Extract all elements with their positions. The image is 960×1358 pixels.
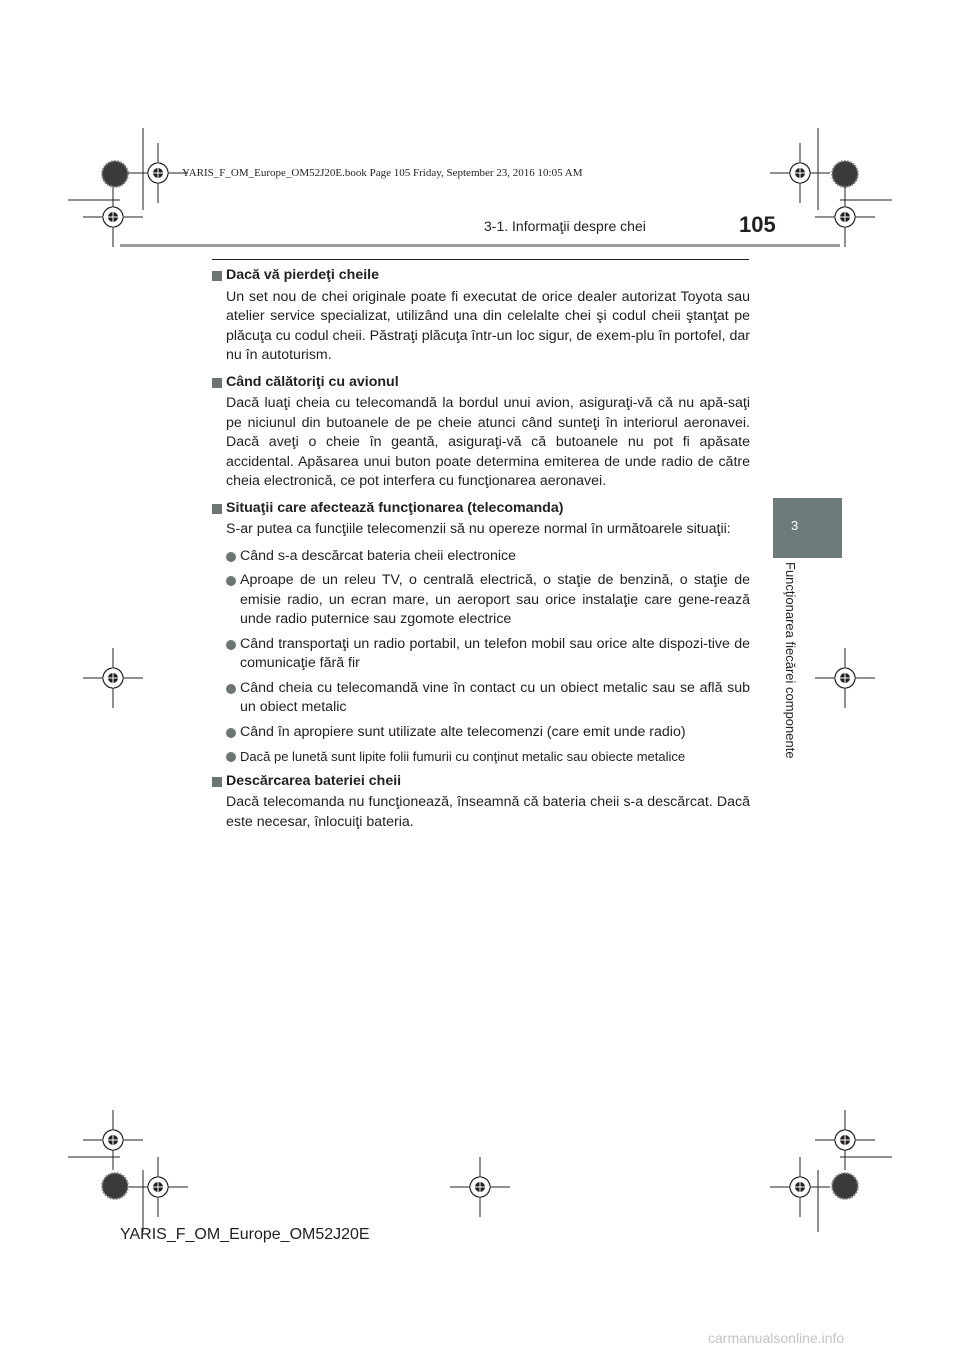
section-heading: Descărcarea bateriei cheii bbox=[210, 772, 750, 792]
page-number: 105 bbox=[739, 212, 776, 237]
list-item: Când s-a descărcat bateria cheii electronice bbox=[226, 547, 750, 567]
section-paragraph: S-ar putea ca funcţiile telecomenzii să nu opereze normal în următoarele situaţii: bbox=[226, 521, 731, 537]
page-content bbox=[210, 266, 750, 839]
list-item: Aproape de un releu TV, o centrală electrică, o staţie de benzină, o staţie de emisie radio, un ecran mare, un aeroport sau orice instalaţie care gene-rează unde radio puternice sau zgomote electrice bbox=[226, 571, 750, 630]
chapter-tab[interactable] bbox=[773, 498, 842, 558]
section-heading: Situaţii care afectează funcţionarea (telecomanda) bbox=[210, 499, 750, 519]
section-battery-depletion bbox=[210, 772, 750, 833]
footer-doc-code: YARIS_F_OM_Europe_OM52J20E bbox=[120, 1226, 370, 1243]
section-paragraph: Un set nou de chei originale poate fi executat de orice dealer autorizat Toyota sau atelier service specializat, utilizând una din celelalte chei şi codul cheii ştanţat pe plăcuţa cu codul cheii. Păstraţi plăcuţa într-un loc sigur, de exem-plu în portofel, dar nu în autoturism. bbox=[226, 288, 750, 363]
content-rule bbox=[212, 259, 749, 260]
section-lost-keys bbox=[210, 266, 750, 366]
section-heading: Când călătoriţi cu avionul bbox=[210, 373, 750, 393]
list-item: Când cheia cu telecomandă vine în contact cu un obiect metalic sau se află sub un obiect metalic bbox=[226, 679, 750, 718]
list-item: Dacă pe lunetă sunt lipite folii fumurii cu conţinut metalic sau obiecte metalice bbox=[226, 747, 750, 767]
watermark: carmanualsonline.info bbox=[708, 1330, 845, 1346]
header-rule bbox=[120, 244, 840, 247]
section-remote-conditions bbox=[210, 499, 750, 767]
section-paragraph: Dacă telecomanda nu funcţionează, înseamnă că bateria cheii s-a descărcat. Dacă este necesar, înlocuiţi bateria. bbox=[226, 794, 750, 830]
section-heading: Dacă vă pierdeţi cheile bbox=[210, 266, 750, 286]
section-header: 3-1. Informaţii despre chei bbox=[484, 218, 646, 234]
book-info-line: YARIS_F_OM_Europe_OM52J20E.book Page 105 Friday, September 23, 2016 10:05 AM bbox=[182, 167, 583, 179]
list-item: Când transportaţi un radio portabil, un telefon mobil sau orice alte dispozi-tive de comunicaţie fără fir bbox=[226, 635, 750, 674]
chapter-title: Funcţionarea fiecărei componente bbox=[783, 562, 798, 759]
chapter-number: 3 bbox=[791, 518, 799, 533]
section-paragraph: Dacă luaţi cheia cu telecomandă la bordul unui avion, asiguraţi-vă că nu apă-saţi pe niciunul din butoanele de pe cheie atunci când sunteţi în interiorul aeronavei. Dacă aveţi o cheie în geantă, asiguraţi-vă că butoanele nu pot fi apăsate accidental. Apăsarea unui buton poate determina emiterea de unde radio de către cheia electronică, ce pot interfera cu funcţionarea aeronavei. bbox=[226, 395, 750, 489]
list-item: Când în apropiere sunt utilizate alte telecomenzi (care emit unde radio) bbox=[226, 723, 750, 743]
section-air-travel bbox=[210, 373, 750, 492]
